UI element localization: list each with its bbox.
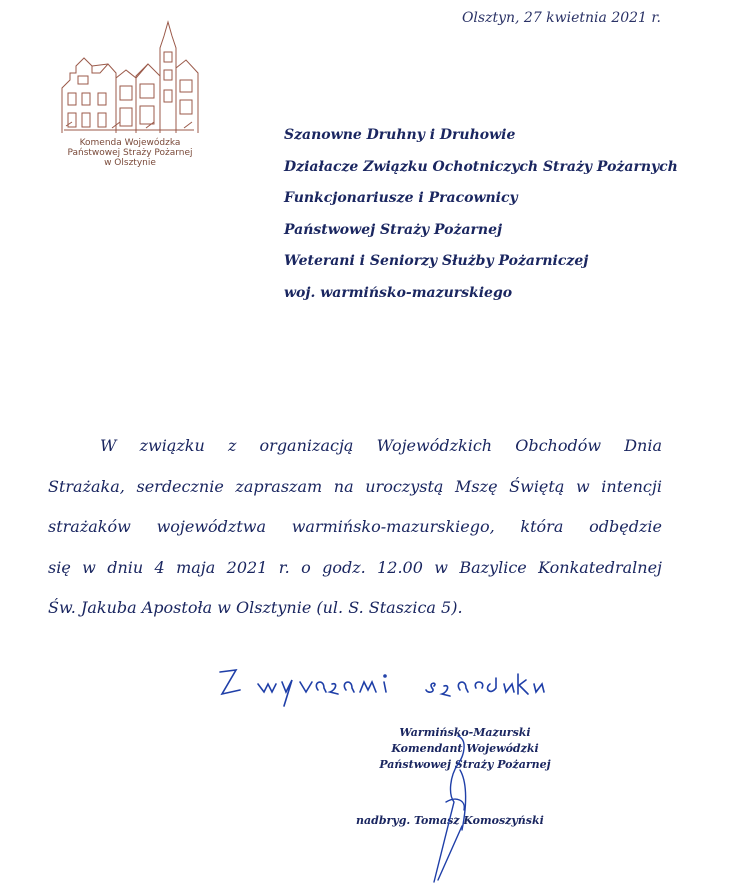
building-sketch-icon [52, 18, 212, 138]
body-word: odbędzie [589, 517, 662, 537]
handwritten-closing [212, 660, 602, 720]
signer-title-line: Komendant Wojewódzki [391, 742, 539, 755]
body-word: zapraszam [235, 476, 323, 496]
body-word: Dnia [624, 436, 662, 455]
body-word: na [333, 476, 354, 496]
body-line [48, 467, 662, 508]
body-word: organizacją [259, 436, 354, 455]
body-word: się [48, 557, 71, 577]
body-word: Wojewódzkich [376, 436, 493, 455]
letter-body [48, 426, 662, 629]
addressee-line: Szanowne Druhny i Druhowie [284, 127, 516, 143]
signer-name: nadbryg. Tomasz Komoszyński [356, 814, 544, 827]
body-word: związku [139, 436, 205, 455]
body-word: o [301, 557, 311, 577]
body-word: dniu [107, 557, 144, 577]
handwritten-signature [400, 730, 520, 885]
addressee-list [284, 125, 678, 315]
body-word: godz. [322, 557, 366, 577]
body-word: Mszę [455, 476, 498, 496]
body-word: w [575, 476, 590, 496]
body-word: Strażaka, [48, 476, 125, 496]
body-word: 2021 [226, 557, 268, 577]
body-word: w [434, 557, 448, 577]
body-line [48, 426, 662, 467]
addressee-line: woj. warmińsko-mazurskiego [284, 284, 513, 301]
body-word: która [520, 517, 564, 537]
body-line [48, 507, 662, 548]
letter-date: Olsztyn, 27 kwietnia 2021 r. [461, 10, 661, 26]
body-word: serdecznie [136, 476, 224, 496]
addressee-line: Funkcjonariusze i Pracownicy [284, 190, 518, 207]
body-word: Bazylice [459, 557, 527, 577]
body-line [48, 548, 662, 589]
body-word: z [227, 436, 237, 455]
body-line: Św. Jakuba Apostoła w Olsztynie (ul. S. Staszica 5). [48, 598, 463, 618]
addressee-line: Państwowej Straży Pożarnej [284, 221, 503, 238]
body-word: W [100, 436, 117, 455]
body-word: uroczystą [365, 476, 444, 496]
body-word: Obchodów [515, 436, 602, 455]
body-word: Świętą [509, 476, 565, 496]
body-word: intencji [601, 476, 662, 496]
body-word: 12.00 [377, 557, 423, 577]
body-word: Konkatedralnej [538, 557, 662, 577]
body-word: w [82, 557, 96, 577]
logo-caption: Komenda Wojewódzka Państwowej Straży Pożarnej w Olsztynie [67, 138, 193, 168]
addressee-line: Weterani i Seniorzy Służby Pożarniczej [284, 253, 589, 270]
body-word: województwa [156, 517, 266, 537]
logo [52, 18, 212, 178]
body-word: maja [176, 557, 216, 577]
body-word: warmińsko-mazurskiego, [291, 517, 495, 537]
body-word: 4 [154, 557, 165, 577]
body-word: strażaków [48, 517, 131, 537]
signer-title-line: Warmińsko-Mazurski [399, 726, 531, 739]
addressee-line: Działacze Związku Ochotniczych Straży Pożarnych [284, 158, 678, 175]
signer-title-line: Państwowej Straży Pożarnej [379, 758, 551, 771]
body-word: r. [278, 557, 290, 577]
